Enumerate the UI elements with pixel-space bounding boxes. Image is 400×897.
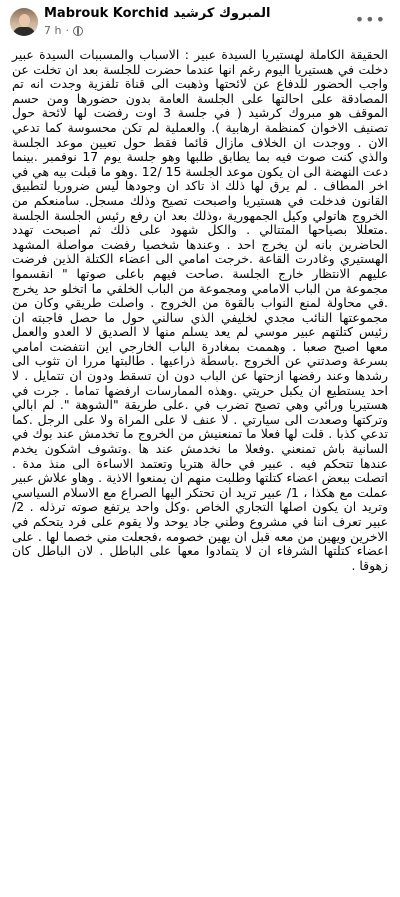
author-name[interactable]: Mabrouk Korchid المبروك كرشيد <box>44 6 271 21</box>
post-meta: 7 h · <box>44 24 83 37</box>
post-text: الحقيقة الكاملة لهستيريا السيدة عبير : الاسباب والمسببات السيدة عبير دخلت في هستيريا اليوم رغم انها عندما حضرت للجلسة بعد ان تخلت عن واجب الحضور للدفاع عن لائحتها وذهبت الى قناة تلفزية وجدت انه تم المصادقة على احالتها على الجلسة العامة بدون حضورها ومن حسم الموقف هو مبروك كرشيد ( في جلسة 3 اوت رفضت لها لائحة حول تصنيف الاخوان كمنظمة ارهابية ). والعملية لم تكن محسوسة كما تدعي الان . ووجدت ان الخلاف مازال قائما فقط حول تعيين موعد الجلسة والذي كنت صوت فيه بما يطابق طلبها وهو جلسة يوم 17 نوفمبر .بينما دعت النهضة الى ان يكون موعد الجلسة 15 /12 .وهو ما قبلت بيه هي في اخر المطاف . لم يرق لها ذلك اذ تاكد ان وجودها ليس ضروريا لتطبيق القانون فدخلت في هستيريا واصبحت تصيح وذلك مسجل. سامنعكم من الخروج هاتولي وكيل الجمهورية ،وذلك بعد ان رفع رئيس الجلسة الجلسة .متعللا بصياحها المتتالي . والكل شهود على ذلك ثم اصبحت تهدد الحاضرين بانه لن يخرج احد . وعندها شخصيا رفضت مواصلة المشهد الهستيري وغادرت القاعة .خرجت امامي الى اعضاء الكتلة الذين فرضت عليهم الانتظار خارج الجلسة .صاحت فيهم باعلى صوتها " انقسموا مجموعة من الباب الامامي ومجموعة من الباب الخلفي ما اتخلو حد يخرج .في محاولة لمنع النواب بالقوة من الخروج . واصلت طريقي وكان من مجموعتها النائب مجدي لخليفي الذي سالني حول ما حصل فاجبته ان رئيس كتلتهم عبير موسي لم يعد يسلم منها لا الصديق لا العدو والعمل معها اصبح صعبا . وهممت بمغادرة الباب الخارجي اين انتفضت امامي بسرعة وصدتني عن الخروج .باسطة ذراعيها . طالبتها مررا ان تثوب الى رشدها وعند رفضها ازحتها عن الباب دون ان تسقط ودون ان تتمايل . لا احد يستطيع ان يكبل حريتي .وهذه الممارسات ارفضها تماما . جرت في هستيريا ورائي وهي تصيح تضرب في .على طريقة "الشوهة ". لم ابالي وتركتها وصعدت الى سيارتي . لا عنف لا على المراة ولا على الرجل .كما تدعي كذبا . قلت لها فعلا ما تمنعنيش من الخروج ما تخدمش عند بوك في السانية باش تمنعني .وفعلا ما نخدمش عند ها .وتشوف اشكون يخدم عندها تتحكم فيه . عبير في حالة هتريا وتعتمد الاساءة الى منذ مدة . اتصلت ببعض اعضاء كتلتها وطلبت منهم ان يمنعوا الاذية . وهاو علاش عبير عملت مع هكذا ، 1/ عبير تريد ان تحتكر اليها الصراع مع الاسلام السياسي وتريد ان يكون اصلها التجاري الخاص .وكل واحد يرتفع صوته ترذله . 2/ عبير تعرف اننا في مشروع وطني جاد يوحد ولا يقوم على فرد يتحكم في الاخرين ويهين من معه قبل ان يهين خصومه ،فجعلت مني خصما لها . على اعضاء كتلتها الشرفاء ان لا يتمادوا معها على الباطل . لان الباطل كان زهوقا . <box>11 47 388 573</box>
post-body <box>12 48 388 573</box>
more-options-icon[interactable]: ••• <box>354 10 386 29</box>
avatar[interactable] <box>10 8 38 36</box>
post-time[interactable]: 7 h <box>44 24 62 37</box>
globe-icon <box>73 26 83 36</box>
post-header <box>0 0 400 44</box>
